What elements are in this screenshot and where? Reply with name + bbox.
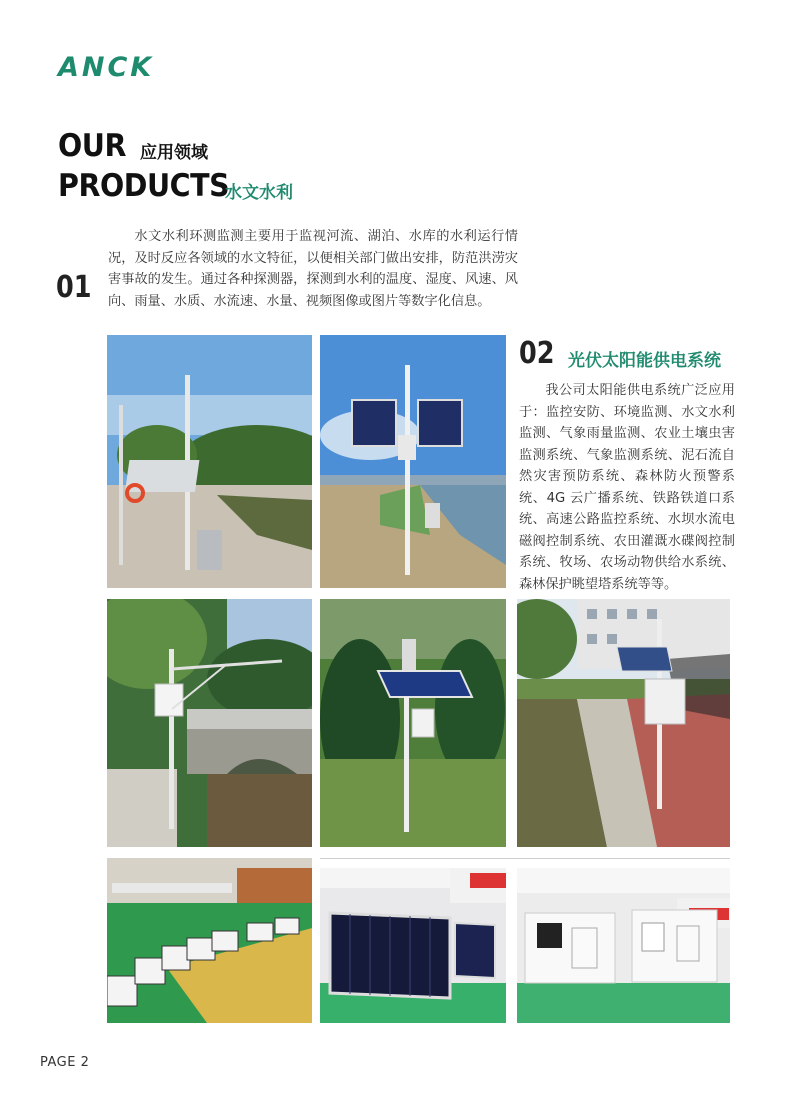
- factory-floor-units-photo: [107, 858, 312, 1023]
- roadside-solar-station-photo: [517, 599, 730, 847]
- brand-logo: ANCK: [58, 52, 155, 83]
- riverbank-monitoring-pole-photo: [107, 335, 312, 588]
- section1-paragraph: 水文水利环测监测主要用于监视河流、湖泊、水库的水利运行情况，及时反应各领域的水文特征，以便相关部门做出安排，防范洪涝灾害事故的发生。通过各种探测器，探测到水利的温度、湿度、风速、风向、雨量、水质、水流速、水量、视频图像或图片等数字化信息。: [108, 229, 518, 309]
- section2-number: 02: [519, 336, 555, 371]
- hillside-solar-station-photo: [320, 599, 506, 847]
- page-title-line2: PRODUCTS: [58, 168, 230, 204]
- section1-number: 01: [56, 270, 92, 305]
- section-divider: [320, 858, 730, 859]
- control-cabinet-factory-photo: [517, 868, 730, 1023]
- solar-panel-factory-photo: [320, 868, 506, 1023]
- section2-title: 光伏太阳能供电系统: [568, 351, 721, 371]
- bridge-monitoring-station-photo: [107, 599, 312, 847]
- section-label: 应用领域: [140, 143, 208, 163]
- section-subtitle: 水文水利: [225, 183, 293, 203]
- solar-station-beach-photo: [320, 335, 506, 588]
- page-number: PAGE 2: [40, 1055, 90, 1070]
- section2-paragraph: 我公司太阳能供电系统广泛应用于：监控安防、环境监测、水文水利监测、气象雨量监测、农业土壤虫害监测系统、气象监测系统、泥石流自然灾害预防系统、森林防火预警系统、4G 云广播系统、铁路铁道口系统、高速公路监控系统、水坝水流电磁阀控制系统、农田灌溉水碟阀控制系统、牧场、农场动物供给水系统、森林保护眺望塔系统等等。: [519, 383, 735, 592]
- page-title-line1: OUR: [58, 128, 126, 164]
